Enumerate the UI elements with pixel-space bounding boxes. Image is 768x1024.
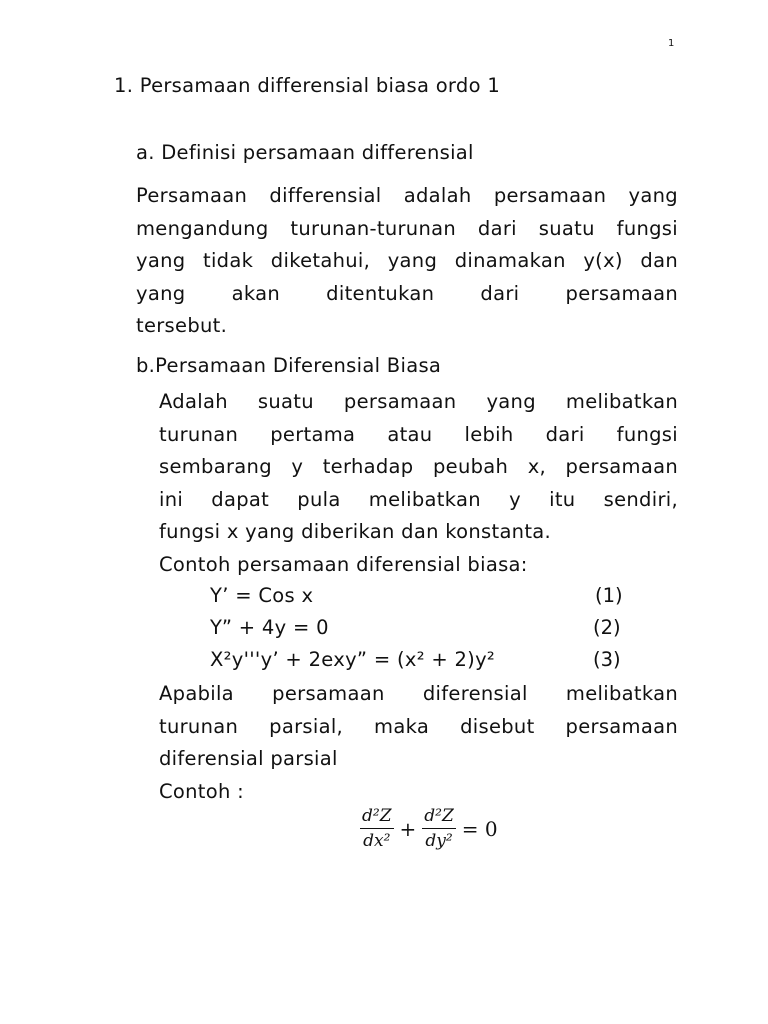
equation-1: Y’ = Cos x xyxy=(210,584,314,607)
example-intro: Contoh persamaan diferensial biasa: xyxy=(159,552,528,576)
section-a-title: a. Definisi persamaan differensial xyxy=(136,141,474,164)
paragraph-line: tersebut. xyxy=(136,314,228,338)
section-b-title: b.Persamaan Diferensial Biasa xyxy=(136,354,442,377)
paragraph-line: turunan parsial, maka disebut persamaan xyxy=(159,714,678,738)
paragraph-line: turunan pertama atau lebih dari fungsi xyxy=(159,422,678,446)
paragraph-line: Adalah suatu persamaan yang melibatkan xyxy=(159,390,678,413)
fraction-1-denominator: dx² xyxy=(363,831,391,851)
fraction-1 xyxy=(360,806,394,851)
equation-number-2: (2) xyxy=(593,616,621,639)
fraction-2-denominator: dy² xyxy=(425,831,453,851)
paragraph-line: fungsi x yang diberikan dan konstanta. xyxy=(159,520,552,544)
page-number: 1 xyxy=(668,38,675,49)
paragraph-line: sembarang y terhadap peubah x, persamaan xyxy=(159,455,678,479)
equation-2: Y” + 4y = 0 xyxy=(210,616,329,639)
contoh-label: Contoh : xyxy=(159,779,245,803)
equation-3: X²y'''y’ + 2exy” = (x² + 2)y² xyxy=(210,648,496,671)
paragraph-line: diferensial parsial xyxy=(159,747,338,771)
equals-zero: = 0 xyxy=(461,816,498,841)
fraction-2-numerator: d²Z xyxy=(422,806,456,829)
partial-differential-equation xyxy=(360,806,504,851)
paragraph-line: yang akan ditentukan dari persamaan xyxy=(136,281,678,305)
paragraph-line: Apabila persamaan diferensial melibatkan xyxy=(159,682,678,705)
equation-number-3: (3) xyxy=(593,648,621,671)
paragraph-line: Persamaan differensial adalah persamaan yang xyxy=(136,184,678,207)
fraction-2 xyxy=(422,806,456,851)
section-a-paragraph xyxy=(136,180,678,343)
section-b-paragraph xyxy=(159,386,678,582)
plus-sign: + xyxy=(399,816,417,841)
paragraph-line: yang tidak diketahui, yang dinamakan y(x) dan xyxy=(136,249,678,273)
equation-number-1: (1) xyxy=(595,584,623,607)
paragraph-line: mengandung turunan-turunan dari suatu fungsi xyxy=(136,216,678,240)
paragraph-line: ini dapat pula melibatkan y itu sendiri, xyxy=(159,487,678,511)
fraction-1-numerator: d²Z xyxy=(360,806,394,829)
chapter-heading: 1. Persamaan differensial biasa ordo 1 xyxy=(114,74,501,97)
partial-paragraph xyxy=(159,678,678,808)
